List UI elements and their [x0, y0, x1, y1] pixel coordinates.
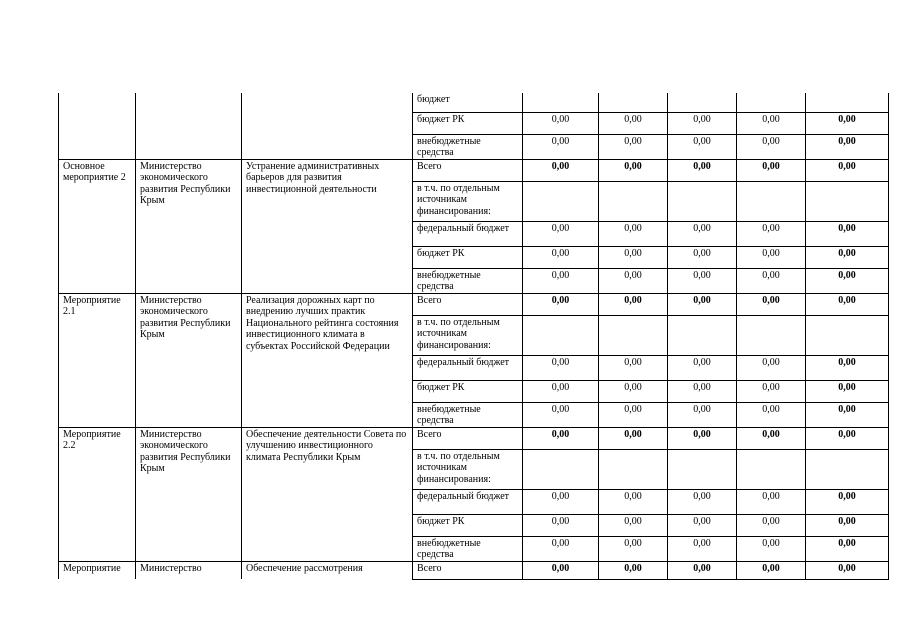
- cell-value: 0,00: [806, 134, 889, 159]
- cell-value: [737, 93, 806, 112]
- cell-value: 0,00: [523, 489, 599, 514]
- cell-value: 0,00: [806, 293, 889, 315]
- cell-value: [599, 315, 668, 355]
- cell-value: 0,00: [668, 561, 737, 579]
- cell-value: 0,00: [599, 402, 668, 427]
- cell-source: федеральный бюджет: [413, 489, 523, 514]
- cell-value: [599, 93, 668, 112]
- cell-value: 0,00: [806, 221, 889, 246]
- cell-value: 0,00: [523, 427, 599, 449]
- cell-source: внебюджетные средства: [413, 536, 523, 561]
- cell-value: [806, 449, 889, 489]
- cell-source: Всего: [413, 293, 523, 315]
- cell-name: [242, 93, 413, 159]
- cell-source: бюджет: [413, 93, 523, 112]
- cell-value: 0,00: [806, 402, 889, 427]
- cell-value: 0,00: [668, 268, 737, 293]
- cell-source: бюджет РК: [413, 514, 523, 536]
- cell-value: [668, 449, 737, 489]
- cell-value: 0,00: [668, 380, 737, 402]
- cell-value: 0,00: [737, 268, 806, 293]
- cell-executor: Министерство экономического развития Республики Крым: [136, 427, 242, 561]
- cell-value: 0,00: [668, 489, 737, 514]
- cell-value: 0,00: [668, 293, 737, 315]
- cell-value: [668, 93, 737, 112]
- cell-code: [59, 93, 136, 159]
- cell-value: 0,00: [599, 561, 668, 579]
- cell-source: Всего: [413, 159, 523, 181]
- cell-source: бюджет РК: [413, 380, 523, 402]
- cell-value: [737, 315, 806, 355]
- cell-name: Обеспечение деятельности Совета по улучшению инвестиционного климата Республики Крым: [242, 427, 413, 561]
- cell-value: [599, 449, 668, 489]
- cell-source: в т.ч. по отдельным источникам финансирования:: [413, 315, 523, 355]
- cell-source: внебюджетные средства: [413, 402, 523, 427]
- cell-value: 0,00: [599, 268, 668, 293]
- cell-value: [599, 181, 668, 221]
- cell-value: 0,00: [737, 134, 806, 159]
- cell-value: 0,00: [806, 489, 889, 514]
- cell-value: 0,00: [599, 112, 668, 134]
- cell-value: 0,00: [668, 112, 737, 134]
- cell-source: федеральный бюджет: [413, 355, 523, 380]
- cell-value: [668, 181, 737, 221]
- cell-value: 0,00: [523, 536, 599, 561]
- cell-source: федеральный бюджет: [413, 221, 523, 246]
- cell-value: 0,00: [523, 134, 599, 159]
- cell-value: 0,00: [523, 355, 599, 380]
- funding-table: [58, 93, 889, 580]
- cell-value: 0,00: [668, 355, 737, 380]
- cell-source: внебюджетные средства: [413, 268, 523, 293]
- cell-value: 0,00: [599, 159, 668, 181]
- cell-value: 0,00: [599, 536, 668, 561]
- cell-value: [806, 93, 889, 112]
- cell-value: 0,00: [668, 159, 737, 181]
- cell-value: 0,00: [599, 246, 668, 268]
- cell-value: 0,00: [668, 221, 737, 246]
- cell-value: 0,00: [806, 427, 889, 449]
- cell-name: Реализация дорожных карт по внедрению лучших практик Национального рейтинга состояния инвестиционного климата в субъектах Российской Федерации: [242, 293, 413, 427]
- cell-value: [523, 449, 599, 489]
- cell-value: [806, 315, 889, 355]
- cell-source: бюджет РК: [413, 246, 523, 268]
- cell-value: 0,00: [737, 402, 806, 427]
- cell-executor: Министерство экономического развития Республики Крым: [136, 159, 242, 293]
- cell-value: 0,00: [737, 561, 806, 579]
- cell-value: 0,00: [668, 427, 737, 449]
- cell-value: 0,00: [599, 293, 668, 315]
- cell-value: 0,00: [523, 561, 599, 579]
- cell-value: 0,00: [737, 112, 806, 134]
- cell-executor: [136, 93, 242, 159]
- cell-source: Всего: [413, 561, 523, 579]
- cell-value: [806, 181, 889, 221]
- cell-value: 0,00: [523, 293, 599, 315]
- cell-value: 0,00: [668, 536, 737, 561]
- cell-value: [523, 93, 599, 112]
- cell-value: 0,00: [523, 402, 599, 427]
- cell-value: 0,00: [668, 134, 737, 159]
- cell-code: Мероприятие 2.2: [59, 427, 136, 561]
- table-row: [59, 159, 889, 181]
- cell-value: 0,00: [737, 489, 806, 514]
- cell-value: 0,00: [737, 514, 806, 536]
- cell-value: 0,00: [806, 246, 889, 268]
- cell-value: 0,00: [737, 355, 806, 380]
- cell-executor: Министерство: [136, 561, 242, 579]
- cell-value: 0,00: [806, 380, 889, 402]
- cell-value: 0,00: [806, 514, 889, 536]
- cell-code: Мероприятие: [59, 561, 136, 579]
- cell-source: Всего: [413, 427, 523, 449]
- cell-value: 0,00: [523, 514, 599, 536]
- cell-value: 0,00: [523, 246, 599, 268]
- cell-value: 0,00: [737, 427, 806, 449]
- cell-value: [523, 181, 599, 221]
- cell-value: 0,00: [806, 536, 889, 561]
- cell-value: 0,00: [806, 561, 889, 579]
- cell-source: бюджет РК: [413, 112, 523, 134]
- cell-value: 0,00: [806, 268, 889, 293]
- cell-value: 0,00: [806, 159, 889, 181]
- cell-value: 0,00: [599, 221, 668, 246]
- cell-value: 0,00: [806, 112, 889, 134]
- cell-value: 0,00: [599, 489, 668, 514]
- cell-value: 0,00: [599, 355, 668, 380]
- cell-value: 0,00: [599, 514, 668, 536]
- cell-source: внебюджетные средства: [413, 134, 523, 159]
- cell-value: 0,00: [737, 293, 806, 315]
- table-row: [59, 427, 889, 449]
- funding-table-body: [59, 93, 889, 579]
- cell-value: [737, 181, 806, 221]
- cell-source: в т.ч. по отдельным источникам финансирования:: [413, 181, 523, 221]
- cell-value: [668, 315, 737, 355]
- cell-value: 0,00: [523, 268, 599, 293]
- cell-value: 0,00: [599, 134, 668, 159]
- cell-value: 0,00: [737, 536, 806, 561]
- cell-value: 0,00: [806, 355, 889, 380]
- cell-code: Мероприятие 2.1: [59, 293, 136, 427]
- table-row: [59, 561, 889, 579]
- cell-value: 0,00: [737, 246, 806, 268]
- cell-value: 0,00: [523, 221, 599, 246]
- cell-source: в т.ч. по отдельным источникам финансирования:: [413, 449, 523, 489]
- cell-value: 0,00: [599, 427, 668, 449]
- table-row: [59, 293, 889, 315]
- cell-name: Обеспечение рассмотрения: [242, 561, 413, 579]
- cell-value: 0,00: [737, 221, 806, 246]
- cell-value: [737, 449, 806, 489]
- table-row: [59, 93, 889, 112]
- cell-name: Устранение административных барьеров для развития инвестиционной деятельности: [242, 159, 413, 293]
- cell-value: [523, 315, 599, 355]
- cell-value: 0,00: [737, 380, 806, 402]
- cell-value: 0,00: [523, 112, 599, 134]
- cell-value: 0,00: [599, 380, 668, 402]
- cell-executor: Министерство экономического развития Республики Крым: [136, 293, 242, 427]
- funding-table-page: [58, 93, 889, 580]
- cell-value: 0,00: [668, 514, 737, 536]
- cell-value: 0,00: [523, 380, 599, 402]
- cell-code: Основное мероприятие 2: [59, 159, 136, 293]
- cell-value: 0,00: [523, 159, 599, 181]
- cell-value: 0,00: [737, 159, 806, 181]
- cell-value: 0,00: [668, 402, 737, 427]
- cell-value: 0,00: [668, 246, 737, 268]
